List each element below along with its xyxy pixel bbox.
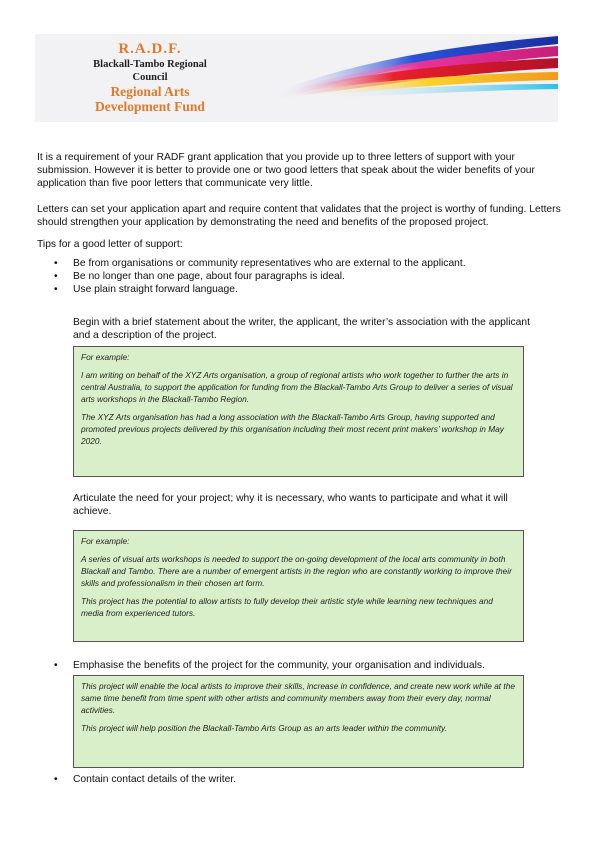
- tips-list: [37, 257, 557, 297]
- acronym-title: R.A.D.F.: [118, 41, 182, 57]
- header-banner: [35, 34, 558, 122]
- example-paragraph: The XYZ Arts organisation has had a long association with the Blackall-Tambo Arts Group, having supported and promoted previous projects delivered by this organisation including their most recent print makers’ workshop in May 2020.: [81, 412, 504, 446]
- section1-intro: Begin with a brief statement about the writer, the applicant, the writer’s association with the applicant and a description of the project.: [73, 317, 530, 342]
- list-item: • Be from organisations or community representatives who are external to the applicant.: [37, 257, 557, 270]
- fund-name-line1: Regional Arts: [110, 84, 190, 99]
- example-box-1: [73, 346, 524, 477]
- contact-bullet: Contain contact details of the writer.: [73, 774, 237, 785]
- example-paragraph: A series of visual arts workshops is needed to support the on-going development of the local arts community in both Blackall and Tambo. There are a number of emergent artists in the region who are constantly working to improve their skills and professionalism in their chosen art form.: [81, 554, 512, 588]
- council-name-line2: Council: [132, 72, 168, 83]
- tips-heading: Tips for a good letter of support:: [37, 239, 183, 250]
- example-box-2: [73, 530, 524, 642]
- example-box-3: [73, 675, 524, 768]
- list-item: • Be no longer than one page, about four paragraphs is ideal.: [37, 270, 557, 283]
- list-item: • Use plain straight forward language.: [37, 283, 557, 296]
- example-paragraph: This project has the potential to allow artists to fully develop their artistic style while learning new techniques and media from experienced tutors.: [81, 596, 493, 618]
- bullet-marker: •: [54, 660, 58, 671]
- benefits-bullet: Emphasise the benefits of the project for the community, your organisation and individuals.: [73, 660, 485, 671]
- council-name-line1: Blackall-Tambo Regional: [93, 59, 207, 70]
- example-label: For example:: [81, 352, 130, 362]
- intro-paragraph-2: Letters can set your application apart and require content that validates that the project is worthy of funding. Letters should strengthen your application by demonstrating the need and benefits of the proposed project.: [37, 204, 561, 229]
- intro-paragraph-1: It is a requirement of your RADF grant application that you provide up to three letters of support with your submission. However it is better to provide one or two good letters that speak about the wider benefits of your application than five poor letters that communicate very little.: [37, 152, 535, 190]
- example-paragraph: This project will help position the Blackall-Tambo Arts Group as an arts leader within the community.: [81, 723, 447, 733]
- fund-title-block: [60, 41, 240, 114]
- bullet-marker: •: [54, 774, 58, 785]
- example-paragraph: I am writing on behalf of the XYZ Arts organisation, a group of regional artists who work together to further the arts in central Australia, to support the application for funding from the Blackall-Tambo Arts Group to deliver a series of visual arts workshops in the Blackall-Tambo Region.: [81, 370, 513, 404]
- example-paragraph: This project will enable the local artists to improve their skills, increase in confidence, and create new work while at the same time benefit from time spent with other artists and community members away from their every day, normal activities.: [81, 681, 515, 715]
- section2-intro: Articulate the need for your project; why it is necessary, who wants to participate and what it will achieve.: [73, 493, 508, 518]
- example-label: For example:: [81, 536, 130, 546]
- fund-name-line2: Development Fund: [95, 99, 205, 114]
